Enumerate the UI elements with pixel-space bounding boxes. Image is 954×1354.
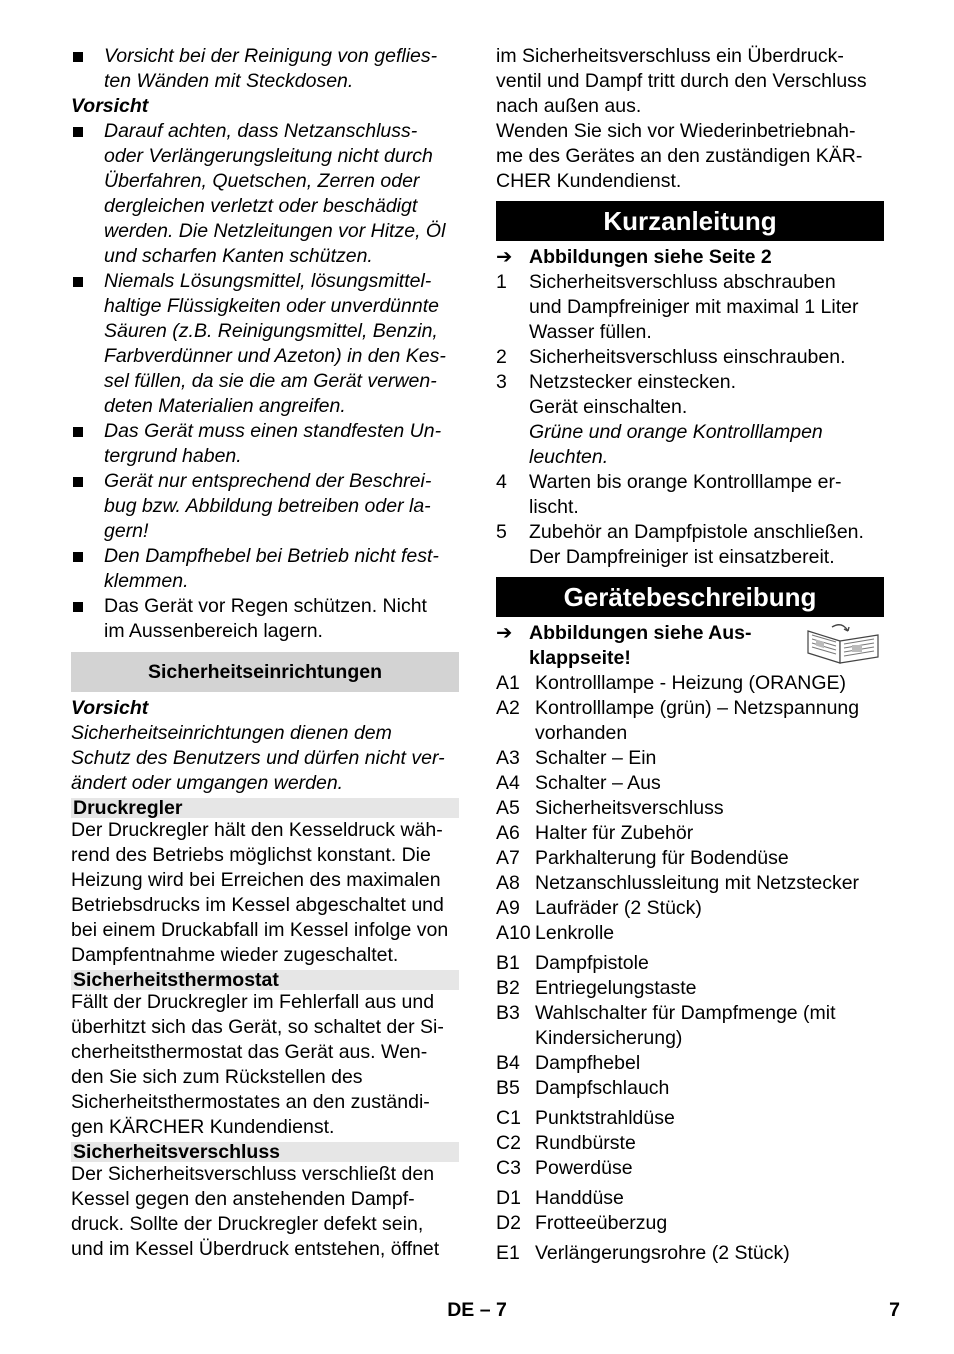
bullet-item: Niemals Lösungsmittel, lösungsmittel- haltige Flüssigkeiten oder unverdünnte Säuren (z.B. Reinigungsmittel, Benzin, Farbverdünner und Azeton) in den Kes- sel füllen, da sie die am Gerät verwen- deten Materialien angreifen. [71,269,459,419]
bullet-square-icon [73,127,83,137]
figure-reference: ➔ Abbildungen siehe Aus- klappseite! [496,622,752,669]
page-footer-label: DE – 7 [447,1299,507,1321]
list-item: A5 Sicherheitsverschluss [496,797,724,819]
list-item: D1 Handdüse [496,1187,624,1209]
bullet-item: Vorsicht bei der Reinigung von geflies- ten Wänden mit Steckdosen. [71,44,459,94]
list-item: A9 Laufräder (2 Stück) [496,897,702,919]
section-heading-safety: Sicherheitseinrichtungen [71,652,459,692]
pressure-text: Der Druckregler hält den Kesseldruck wäh- rend des Betriebs möglichst konstant. Die Heizung wird bei Erreichen des maximalen Betriebsdrucks im Kessel abgeschaltet und bei einem Druckabfall im Kessel infolge von Dampfentnahme wieder zugeschaltet. [71,819,449,966]
list-item: A10 Lenkrolle [496,922,615,944]
safety-text: Sicherheitseinrichtungen dienen dem Schutz des Benutzers und dürfen nicht ver- ändert oder umgangen werden. [71,722,445,794]
arrow-right-icon: ➔ [496,622,513,644]
bullet-item: Das Gerät muss einen standfesten Un- tergrund haben. [71,419,459,469]
caution-label: Vorsicht [71,95,149,117]
foldout-reference-block [496,621,884,671]
list-item: A7 Parkhalterung für Bodendüse [496,847,789,869]
section-heading-quick-guide: Kurzanleitung [496,201,884,241]
bullet-item: Das Gerät vor Regen schützen. Nicht im Aussenbereich lagern. [71,594,459,644]
bullet-square-icon [73,427,83,437]
list-item: C3 Powerdüse [496,1157,633,1179]
right-column [496,44,884,1266]
bullet-item: Den Dampfhebel bei Betrieb nicht fest- klemmen. [71,544,459,594]
list-item: C1 Punktstrahldüse [496,1107,675,1129]
list-item: B4 Dampfhebel [496,1052,641,1074]
step-item: 2 Sicherheitsverschluss einschrauben. [496,346,846,368]
step-item: 3 Netzstecker einstecken. Gerät einschalten. Grüne und orange Kontrolllampen leuchten. [496,371,823,468]
safety-caution-label: Vorsicht [71,697,149,719]
list-item: A1 Kontrolllampe - Heizung (ORANGE) [496,672,847,694]
list-item: A8 Netzanschlussleitung mit Netzstecker [496,872,860,894]
parts-list [496,671,884,1266]
list-item: A6 Halter für Zubehör [496,822,694,844]
list-item: C2 Rundbürste [496,1132,636,1154]
list-item: B5 Dampfschlauch [496,1077,670,1099]
step-item: 5 Zubehör an Dampfpistole anschließen. Der Dampfreiniger ist einsatzbereit. [496,521,864,568]
bullet-square-icon [73,52,83,62]
bullet-square-icon [73,552,83,562]
list-item: D2 Frotteeüberzug [496,1212,668,1234]
left-column [71,44,459,1262]
list-item: B3 Wahlschalter für Dampfmenge (mit Kindersicherung) [496,1002,836,1049]
safety-lock-text-continued: im Sicherheitsverschluss ein Überdruck- ventil und Dampf tritt durch den Verschluss nach außen aus. Wenden Sie sich vor Wiederinbetriebnah- me des Gerätes an den zuständigen KÄR- CHER Kundendienst. [496,45,867,192]
bullet-item: Gerät nur entsprechend der Beschrei- bug bzw. Abbildung betreiben oder la- gern! [71,469,459,544]
figure-reference: ➔ Abbildungen siehe Seite 2 [496,246,772,268]
bullet-item: Darauf achten, dass Netzanschluss- oder Verlängerungsleitung nicht durch Überfahren, Quetschen, Zerren oder dergleichen verletzt oder beschädigt werden. Die Netzleitungen vor Hitze, Öl und scharfen Kanten schützen. [71,119,459,269]
step-item: 1 Sicherheitsverschluss abschrauben und Dampfreiniger mit maximal 1 Liter Wasser füllen. [496,271,859,343]
bullet-square-icon [73,602,83,612]
list-item: B1 Dampfpistole [496,952,649,974]
list-item: E1 Verlängerungsrohre (2 Stück) [496,1242,790,1264]
bullet-square-icon [73,277,83,287]
arrow-right-icon: ➔ [496,246,513,268]
section-heading-device-description: Gerätebeschreibung [496,577,884,617]
safety-lock-text: Der Sicherheitsverschluss verschließt den Kessel gegen den anstehenden Dampf- druck. Sollte der Druckregler defekt sein, und im Kessel Überdruck entstehen, öffnet [71,1163,440,1260]
list-item: A2 Kontrolllampe (grün) – Netzspannung vorhanden [496,697,860,744]
subheading-thermostat: Sicherheitsthermostat [71,970,459,990]
list-item: B2 Entriegelungstaste [496,977,697,999]
bullet-square-icon [73,477,83,487]
step-item: 4 Warten bis orange Kontrolllampe er- lischt. [496,471,842,518]
fold-out-book-icon [804,621,882,665]
list-item: A4 Schalter – Aus [496,772,661,794]
thermostat-text: Fällt der Druckregler im Fehlerfall aus und überhitzt sich das Gerät, so schaltet der Si- cherheitsthermostat das Gerät aus. Wen- den Sie sich zum Rückstellen des Sicherheitsthermostates an den zuständi- gen KÄRCHER Kundendienst. [71,991,444,1138]
subheading-safety-lock: Sicherheitsverschluss [71,1142,459,1162]
page-number: 7 [889,1299,900,1321]
step-3-note: Grüne und orange Kontrolllampen leuchten. [529,421,823,468]
subheading-pressure-regulator: Druckregler [71,798,459,818]
list-item: A3 Schalter – Ein [496,747,657,769]
